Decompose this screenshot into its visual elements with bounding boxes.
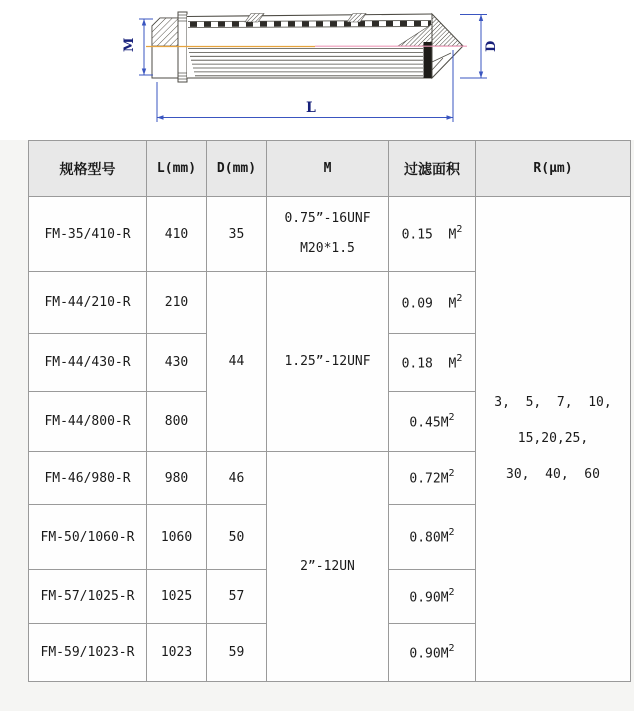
header-filter-area: 过滤面积 <box>389 141 476 197</box>
header-length: L(mm) <box>147 141 207 197</box>
area-value: 0.90M <box>409 646 449 662</box>
diameter-cell: 59 <box>207 624 267 682</box>
area-superscript: 2 <box>456 224 463 236</box>
area-superscript: 2 <box>456 352 463 364</box>
model-cell: FM-44/430-R <box>29 334 147 392</box>
length-cell: 1023 <box>147 624 207 682</box>
thread-line-2: M20*1.5 <box>300 241 355 256</box>
area-superscript: 2 <box>456 292 463 304</box>
dim-label-m: M <box>122 37 137 52</box>
area-value: 0.90M <box>409 590 449 606</box>
area-superscript: 2 <box>448 468 455 480</box>
area-superscript: 2 <box>448 411 455 423</box>
thread-cell-merged: 2”-12UN <box>267 452 389 682</box>
area-value: 0.18 M <box>401 356 457 372</box>
micron-line-1: 3, 5, 7, 10, <box>494 395 612 410</box>
thread-cell <box>267 197 389 272</box>
header-micron-rating: R(μm) <box>476 141 631 197</box>
header-model: 规格型号 <box>29 141 147 197</box>
diameter-cell-merged: 44 <box>207 272 267 452</box>
model-cell: FM-35/410-R <box>29 197 147 272</box>
thread-line-1: 0.75”-16UNF <box>284 211 371 226</box>
diameter-cell: 57 <box>207 570 267 624</box>
length-cell: 430 <box>147 334 207 392</box>
length-cell: 1025 <box>147 570 207 624</box>
length-cell: 1060 <box>147 505 207 570</box>
thread-cell-merged: 1.25”-12UNF <box>267 272 389 452</box>
model-cell: FM-50/1060-R <box>29 505 147 570</box>
area-cell <box>389 505 476 570</box>
area-cell <box>389 197 476 272</box>
area-superscript: 2 <box>448 586 455 598</box>
micron-rating-cell <box>476 197 631 682</box>
area-cell <box>389 452 476 505</box>
area-value: 0.80M <box>409 530 449 546</box>
area-value: 0.45M <box>409 415 449 431</box>
length-cell: 210 <box>147 272 207 334</box>
model-cell: FM-57/1025-R <box>29 570 147 624</box>
length-cell: 800 <box>147 392 207 452</box>
filter-drawing-svg <box>120 0 500 135</box>
diameter-cell: 50 <box>207 505 267 570</box>
table-header-row <box>29 141 631 197</box>
area-value: 0.72M <box>409 471 449 487</box>
area-superscript: 2 <box>448 642 455 654</box>
area-superscript: 2 <box>448 527 455 539</box>
header-diameter: D(mm) <box>207 141 267 197</box>
area-cell <box>389 570 476 624</box>
dim-label-l: L <box>306 100 316 116</box>
filter-technical-drawing <box>0 0 634 140</box>
area-cell <box>389 392 476 452</box>
area-cell <box>389 624 476 682</box>
model-cell: FM-59/1023-R <box>29 624 147 682</box>
length-cell: 980 <box>147 452 207 505</box>
model-cell: FM-44/800-R <box>29 392 147 452</box>
micron-line-2: 15,20,25, <box>517 431 589 446</box>
model-cell: FM-46/980-R <box>29 452 147 505</box>
area-value: 0.15 M <box>401 227 457 243</box>
micron-line-3: 30, 40, 60 <box>506 467 600 482</box>
seal-ring <box>424 42 433 78</box>
header-thread: M <box>267 141 389 197</box>
length-cell: 410 <box>147 197 207 272</box>
area-cell <box>389 334 476 392</box>
drawing-end-cap <box>152 18 178 78</box>
table-row <box>29 197 631 272</box>
dim-label-d: D <box>484 40 499 52</box>
area-value: 0.09 M <box>401 296 457 312</box>
filter-spec-table <box>28 140 631 682</box>
model-cell: FM-44/210-R <box>29 272 147 334</box>
diameter-cell: 35 <box>207 197 267 272</box>
diameter-cell: 46 <box>207 452 267 505</box>
area-cell <box>389 272 476 334</box>
